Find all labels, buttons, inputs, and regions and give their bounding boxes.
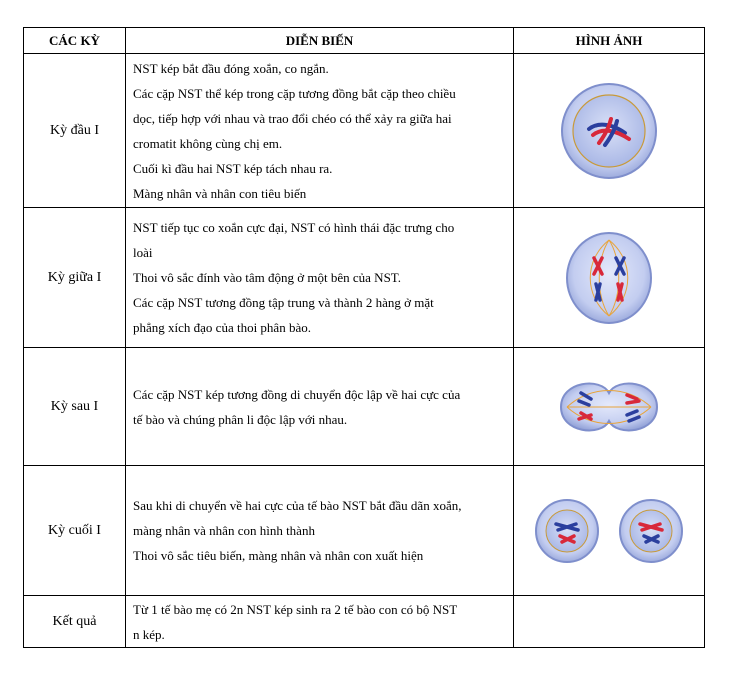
description-line: Thoi vô sắc đính vào tâm động ở một bên của NST. xyxy=(133,270,402,285)
description-cell xyxy=(126,348,514,466)
description-line: Từ 1 tế bào mẹ có 2n NST kép sinh ra 2 tế bào con có bộ NST xyxy=(133,601,458,617)
phase-cell: Kỳ giữa I xyxy=(24,208,126,348)
description-line: Các cặp NST tương đồng tập trung và thành 2 hàng ở mặt xyxy=(133,295,434,310)
table-row xyxy=(24,596,705,648)
description-line: cromatit không cùng chị em. xyxy=(133,135,283,151)
anaphase-I-cell-image xyxy=(551,375,667,439)
description-line: Các cặp NST kép tương đồng di chuyển độc lập về hai cực của xyxy=(133,386,461,402)
image-cell xyxy=(514,54,705,208)
prophase-I-cell-image xyxy=(559,81,659,181)
telophase-I-cells-image xyxy=(534,496,684,566)
description-line: n kép. xyxy=(133,626,165,642)
table-row xyxy=(24,348,705,466)
table-row xyxy=(24,466,705,596)
description-line: Màng nhân và nhân con tiêu biến xyxy=(133,185,307,201)
description-line: phẳng xích đạo của thoi phân bào. xyxy=(133,320,311,335)
header-row xyxy=(24,28,705,54)
description-line: Sau khi di chuyển về hai cực của tế bào NST bắt đầu dãn xoắn, xyxy=(133,498,462,513)
image-cell xyxy=(514,348,705,466)
description-line: NST tiếp tục co xoắn cực đại, NST có hình thái đặc trưng cho xyxy=(133,220,455,235)
phase-cell: Kết quả xyxy=(24,596,126,648)
phase-cell: Kỳ cuối I xyxy=(24,466,126,596)
image-cell-empty xyxy=(514,596,705,648)
description-line: tế bào và chúng phân li độc lập với nhau. xyxy=(133,411,348,427)
description-cell xyxy=(126,596,514,648)
description-cell xyxy=(126,208,514,348)
phase-cell: Kỳ sau I xyxy=(24,348,126,466)
header-phase: CÁC KỲ xyxy=(24,28,126,54)
description-line: Cuối kì đầu hai NST kép tách nhau ra. xyxy=(133,160,333,176)
image-cell xyxy=(514,208,705,348)
description-line: dọc, tiếp hợp với nhau và trao đổi chéo có thể xảy ra giữa hai xyxy=(133,110,452,126)
description-line: Thoi vô sắc tiêu biến, màng nhân và nhân con xuất hiện xyxy=(133,548,424,563)
phase-cell: Kỳ đầu I xyxy=(24,54,126,208)
description-cell xyxy=(126,466,514,596)
header-image: HÌNH ẢNH xyxy=(514,28,705,54)
table-row xyxy=(24,54,705,208)
description-line: loài xyxy=(133,245,153,260)
metaphase-I-cell-image xyxy=(564,230,654,326)
meiosis-table xyxy=(23,27,705,648)
header-process: DIỄN BIẾN xyxy=(126,28,514,54)
image-cell xyxy=(514,466,705,596)
table-row xyxy=(24,208,705,348)
description-line: NST kép bắt đầu đóng xoắn, co ngắn. xyxy=(133,60,329,76)
description-line: Các cặp NST thể kép trong cặp tương đồng bắt cặp theo chiều xyxy=(133,85,456,101)
description-line: màng nhân và nhân con hình thành xyxy=(133,523,315,538)
description-cell xyxy=(126,54,514,208)
